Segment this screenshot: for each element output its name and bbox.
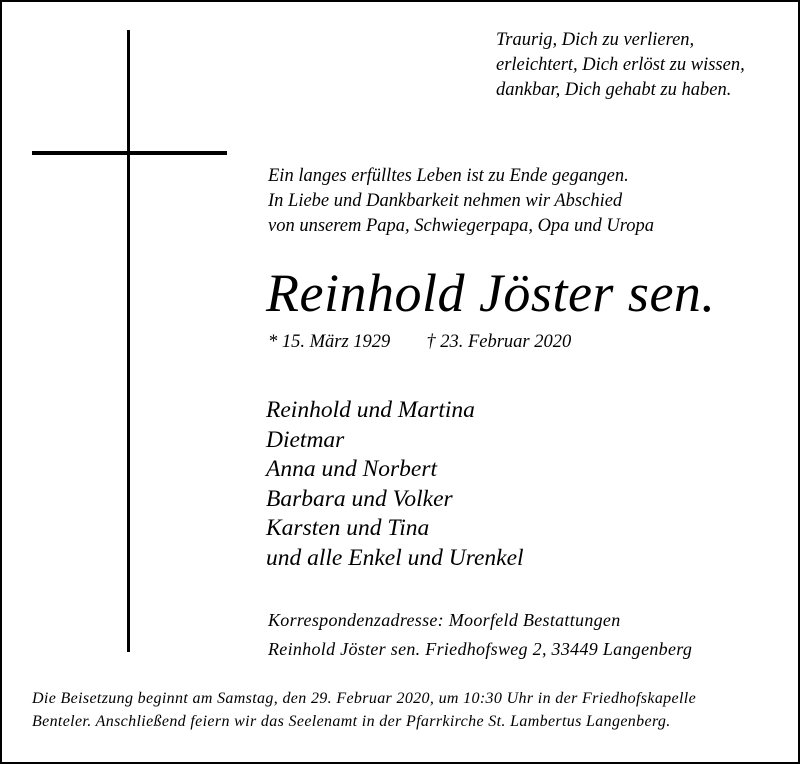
- death-date: † 23. Februar 2020: [426, 332, 572, 352]
- intro-line: In Liebe und Dankbarkeit nehmen wir Abschied: [268, 191, 623, 211]
- family-member: Reinhold und Martina: [266, 397, 475, 423]
- intro-line: von unserem Papa, Schwiegerpapa, Opa und Uropa: [268, 216, 655, 236]
- correspondence-address: [268, 606, 692, 664]
- family-member: Barbara und Volker: [266, 485, 453, 512]
- family-member: und alle Enkel und Urenkel: [266, 544, 524, 571]
- funeral-details: [32, 687, 696, 733]
- intro-line: Ein langes erfülltes Leben ist zu Ende gegangen.: [268, 166, 629, 186]
- motto-line: Traurig, Dich zu verlieren,: [496, 30, 695, 50]
- motto-line: erleichtert, Dich erlöst zu wissen,: [496, 55, 745, 75]
- family-member: Anna und Norbert: [266, 456, 438, 482]
- funeral-line: Die Beisetzung beginnt am Samstag, den 29. Februar 2020, um 10:30 Uhr in der Friedhofskapelle: [32, 690, 697, 707]
- birth-date: * 15. März 1929: [268, 332, 391, 352]
- contact-line: Reinhold Jöster sen. Friedhofsweg 2, 33449 Langenberg: [268, 639, 693, 659]
- contact-line: Korrespondenzadresse: Moorfeld Bestattungen: [268, 610, 621, 630]
- family-member: Karsten und Tina: [266, 515, 430, 541]
- family-member: Dietmar: [266, 426, 345, 453]
- motto-line: dankbar, Dich gehabt zu haben.: [496, 80, 732, 100]
- cross-horizontal-bar: [32, 151, 227, 155]
- deceased-name: Reinhold Jöster sen.: [266, 263, 716, 323]
- funeral-line: Benteler. Anschließend feiern wir das Seelenamt in der Pfarrkirche St. Lambertus Langenberg.: [32, 713, 671, 730]
- life-dates: [268, 330, 571, 355]
- family-list: [266, 396, 524, 573]
- motto-verse: [496, 28, 745, 103]
- cross-vertical-bar: [127, 30, 130, 652]
- intro-text: [268, 164, 654, 239]
